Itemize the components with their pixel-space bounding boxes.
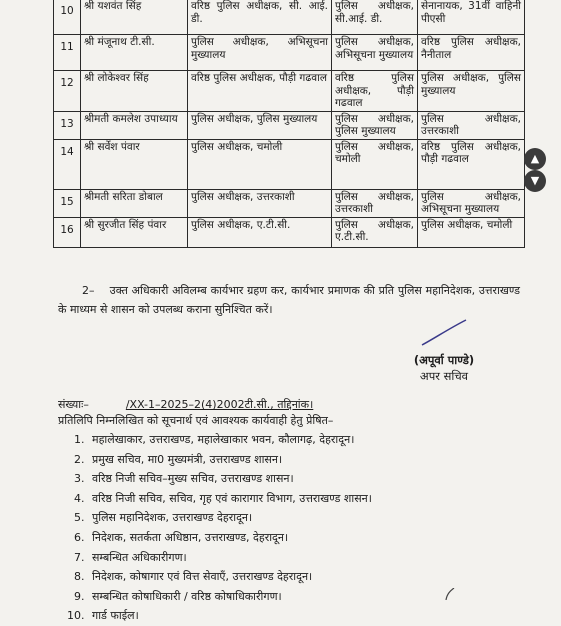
table-row — [54, 71, 525, 112]
row-number: 14 — [54, 139, 81, 189]
new-posting: वरिष्ठ पुलिस अधीक्षक, पौड़ी गढवाल — [418, 139, 525, 189]
new-posting: सेनानायक, 31वीं वाहिनी पीएसी — [418, 0, 525, 35]
officer-name: श्रीमती कमलेश उपाध्याय — [81, 111, 188, 139]
new-posting: वरिष्ठ पुलिस अधीक्षक, नैनीताल — [418, 35, 525, 71]
table-row — [54, 189, 525, 217]
previous-posting: पुलिस अधीक्षक, चमोली — [332, 139, 418, 189]
previous-posting: पुलिस अधीक्षक, ए.टी.सी. — [332, 217, 418, 247]
previous-posting: पुलिस अधीक्षक, पुलिस मुख्यालय — [332, 111, 418, 139]
table-row — [54, 35, 525, 71]
current-posting: पुलिस अधीक्षक, अभिसूचना मुख्यालय — [188, 35, 332, 71]
officer-name: श्रीमती सरिता डोबाल — [81, 189, 188, 217]
signer-name: (अपूर्वा पाण्डे) — [413, 353, 475, 367]
officer-name: श्री सुरजीत सिंह पंवार — [81, 217, 188, 247]
row-number: 15 — [54, 189, 81, 217]
officer-name: श्री यशवंत सिंह — [81, 0, 188, 35]
list-item: 7. सम्बन्धित अधिकारीगण। — [88, 548, 518, 568]
new-posting: पुलिस अधीक्षक, अभिसूचना मुख्यालय — [418, 189, 525, 217]
reference-label: संख्याः– — [58, 398, 89, 411]
copy-heading: प्रतिलिपि निम्नलिखित को सूचनार्थ एवं आवश्यक कार्यवाही हेतु प्रेषित– — [58, 414, 334, 427]
list-item: 6. निदेशक, सतर्कता अधिष्ठान, उत्तराखण्ड, देहरादून। — [88, 528, 518, 548]
current-posting: वरिष्ठ पुलिस अधीक्षक, सी. आई. डी. — [188, 0, 332, 35]
paragraph-number: 2– — [82, 284, 95, 297]
new-posting: पुलिस अधीक्षक, उत्तरकाशी — [418, 111, 525, 139]
row-number: 16 — [54, 217, 81, 247]
signer-designation: अपर सचिव — [419, 369, 469, 383]
instruction-paragraph — [58, 281, 520, 319]
current-posting: पुलिस अधीक्षक, चमोली — [188, 139, 332, 189]
list-item: 8. निदेशक, कोषागार एवं वित्त सेवाएँ, उत्तराखण्ड देहरादून। — [88, 567, 518, 587]
table-row — [54, 0, 525, 35]
row-number: 10 — [54, 0, 81, 35]
reference-number: /XX-1–2025–2(4)2002टी.सी., तद्दिनांक। — [125, 398, 314, 411]
new-posting: पुलिस अधीक्षक, पुलिस मुख्यालय — [418, 71, 525, 112]
list-item: 3. वरिष्ठ निजी सचिव–मुख्य सचिव, उत्तराखण्ड शासन। — [88, 469, 518, 489]
table-row — [54, 139, 525, 189]
row-number: 12 — [54, 71, 81, 112]
previous-posting: पुलिस अधीक्षक, सी.आई. डी. — [332, 0, 418, 35]
row-number: 13 — [54, 111, 81, 139]
scan-artifact — [442, 588, 456, 600]
list-item: 5. पुलिस महानिदेशक, उत्तराखण्ड देहरादून। — [88, 508, 518, 528]
chevron-down-icon[interactable]: ▼ — [524, 170, 546, 192]
paragraph-text: उक्त अधिकारी अविलम्ब कार्यभार ग्रहण कर, कार्यभार प्रमाणक की प्रति पुलिस महानिदेशक, उत्तराखण्ड के माध्यम से शासन को उपलब्ध कराना सुनिश्चित करें। — [58, 284, 520, 316]
transfer-table — [53, 0, 525, 248]
row-number: 11 — [54, 35, 81, 71]
list-item: 2. प्रमुख सचिव, मा0 मुख्यमंत्री, उत्तराखण्ड शासन। — [88, 450, 518, 470]
current-posting: पुलिस अधीक्षक, पुलिस मुख्यालय — [188, 111, 332, 139]
previous-posting: वरिष्ठ पुलिस अधीक्षक, पौड़ी गढवाल — [332, 71, 418, 112]
current-posting: पुलिस अधीक्षक, उत्तरकाशी — [188, 189, 332, 217]
list-item: 1. महालेखाकार, उत्तराखण्ड, महालेखाकार भवन, कौलागढ़, देहरादून। — [88, 430, 518, 450]
list-item: 9. सम्बन्धित कोषाधिकारी / वरिष्ठ कोषाधिकारीगण। — [88, 587, 518, 607]
chevron-up-icon[interactable]: ▲ — [524, 148, 546, 170]
officer-name: श्री मंजूनाथ टी.सी. — [81, 35, 188, 71]
previous-posting: पुलिस अधीक्षक, उत्तरकाशी — [332, 189, 418, 217]
previous-posting: पुलिस अधीक्षक, अभिसूचना मुख्यालय — [332, 35, 418, 71]
current-posting: पुलिस अधीक्षक, ए.टी.सी. — [188, 217, 332, 247]
list-item: 4. वरिष्ठ निजी सचिव, सचिव, गृह एवं कारागार विभाग, उत्तराखण्ड शासन। — [88, 489, 518, 509]
table-row — [54, 111, 525, 139]
signature-mark — [420, 318, 470, 348]
officer-name: श्री सर्वेश पंवार — [81, 139, 188, 189]
table-row — [54, 217, 525, 247]
reference-line — [58, 397, 528, 412]
list-item: 10. गार्ड फाईल। — [88, 606, 518, 626]
signer-block — [398, 352, 490, 384]
new-posting: पुलिस अधीक्षक, चमोली — [418, 217, 525, 247]
officer-name: श्री लोकेश्वर सिंह — [81, 71, 188, 112]
current-posting: वरिष्ठ पुलिस अधीक्षक, पौड़ी गढवाल — [188, 71, 332, 112]
